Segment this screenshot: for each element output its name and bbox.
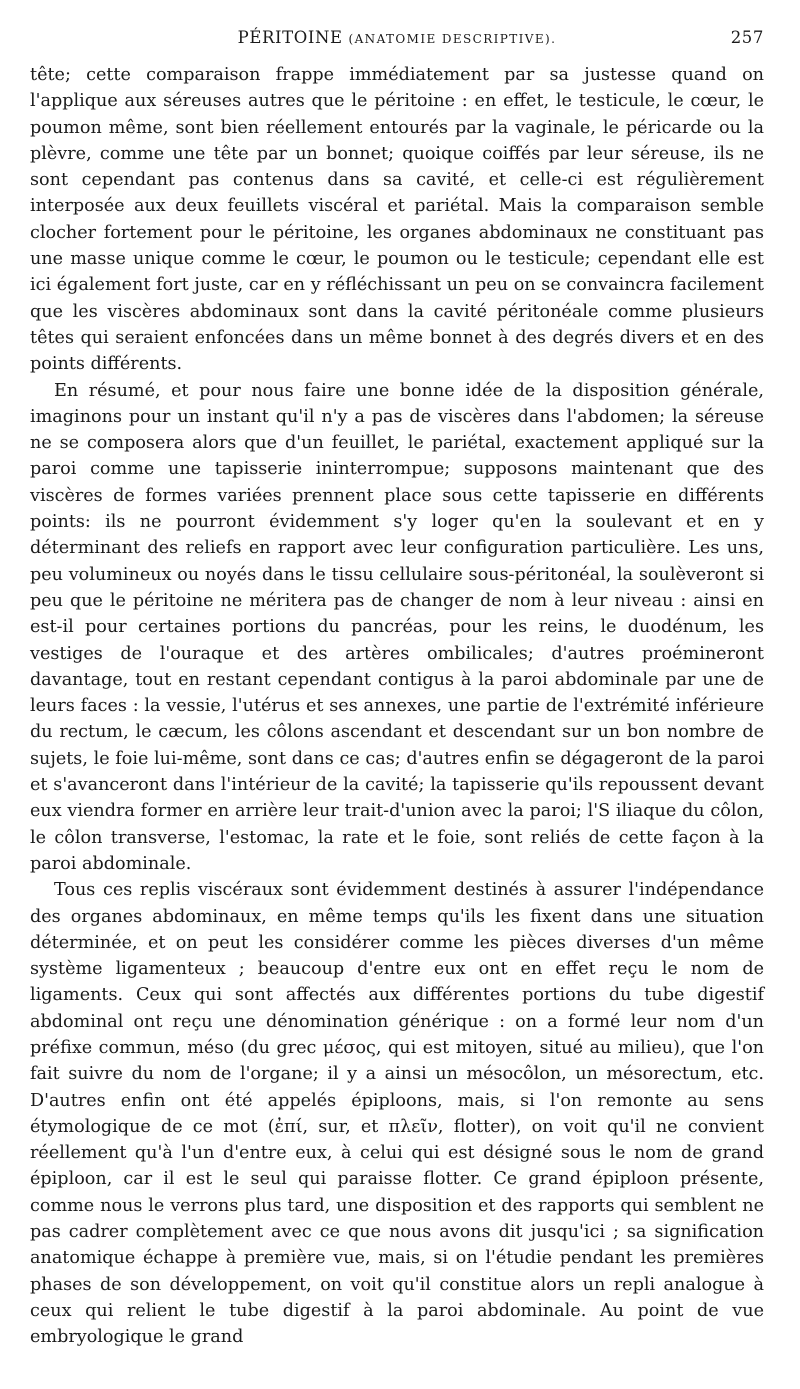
body-text (30, 62, 764, 1351)
running-head-title (30, 28, 764, 47)
book-page (30, 28, 764, 1351)
page-number: 257 (730, 28, 764, 47)
running-head (30, 28, 764, 54)
paragraph-resume: En résumé, et pour nous faire une bonne idée de la disposition générale, imaginons pour un instant qu'il n'y a pas de viscères dans l'abdomen; la séreuse ne se composera alors que d'un feuillet, le pariétal, exactement appliqué sur la paroi comme une tapisserie ininterrompue; supposons maintenant que des viscères de formes variées prennent place sous cette tapisserie en différents points: ils ne pourront évidemment s'y loger qu'en la soulevant et en y déterminant des reliefs en rapport avec leur configuration particulière. Les uns, peu volumineux ou noyés dans le tissu cellulaire sous-péritonéal, la soulèveront si peu que le péritoine ne méritera pas de changer de nom à leur niveau : ainsi en est-il pour certaines portions du pancréas, pour les reins, le duodénum, les vestiges de l'ouraque et des artères ombilicales; d'autres proémineront davantage, tout en restant cependant contigus à la paroi abdominale par une de leurs faces : la vessie, l'utérus et ses annexes, une partie de l'extrémité inférieure du rectum, le cæcum, les côlons ascendant et descendant sur un bon nombre de sujets, le foie lui-même, sont dans ce cas; d'autres enfin se dégageront de la paroi et s'avanceront dans l'intérieur de la cavité; la tapisserie qu'ils repoussent devant eux viendra former en arrière leur trait-d'union avec la paroi; l'S iliaque du côlon, le côlon transverse, l'estomac, la rate et le foie, sont reliés de cette façon à la paroi abdominale. (30, 380, 764, 874)
running-head-title-main: PÉRITOINE (237, 28, 343, 47)
paragraph-replis: Tous ces replis viscéraux sont évidemment destinés à assurer l'indépendance des organes abdominaux, en même temps qu'ils les fixent dans une situation déterminée, et on peut les considérer comme les pièces diverses d'un même système ligamenteux ; beaucoup d'entre eux ont en effet reçu le nom de ligaments. Ceux qui sont affectés aux différentes portions du tube digestif abdominal ont reçu une dénomination générique : on a formé leur nom d'un préfixe commun, méso (du grec μέσος, qui est mitoyen, situé au milieu), que l'on fait suivre du nom de l'organe; il y a ainsi un mésocôlon, un mésorectum, etc. D'autres enfin ont été appelés épiploons, mais, si l'on remonte au sens étymologique de ce mot (ἐπί, sur, et πλεῖν, flotter), on voit qu'il ne convient réellement qu'à l'un d'entre eux, à celui qui est désigné sous le nom de grand épiploon, car il est le seul qui paraisse flotter. Ce grand épiploon présente, comme nous le verrons plus tard, une disposition et des rapports qui semblent ne pas cadrer complètement avec ce que nous avons dit jusqu'ici ; sa signification anatomique échappe à première vue, mais, si on l'étudie pendant les premières phases de son développement, on voit qu'il constitue alors un repli analogue à ceux qui relient le tube digestif à la paroi abdominale. Au point de vue embryologique le grand (30, 880, 764, 1348)
running-head-title-sub: (ANATOMIE DESCRIPTIVE). (348, 32, 557, 46)
paragraph-continuation: tête; cette comparaison frappe immédiatement par sa justesse quand on l'applique aux séreuses autres que le péritoine : en effet, le testicule, le cœur, le poumon même, sont bien réellement entourés par la vaginale, le péricarde ou la plèvre, comme une tête par un bonnet; quoique coiffés par leur séreuse, ils ne sont cependant pas contenus dans sa cavité, et celle-ci est régulièrement interposée aux deux feuillets viscéral et pariétal. Mais la comparaison semble clocher fortement pour le péritoine, les organes abdominaux ne constituant pas une masse unique comme le cœur, le poumon ou le testicule; cependant elle est ici également fort juste, car en y réfléchissant un peu on se convaincra facilement que les viscères abdominaux sont dans la cavité péritonéale comme plusieurs têtes qui seraient enfoncées dans un même bonnet à des degrés divers et en des points différents. (30, 65, 764, 375)
